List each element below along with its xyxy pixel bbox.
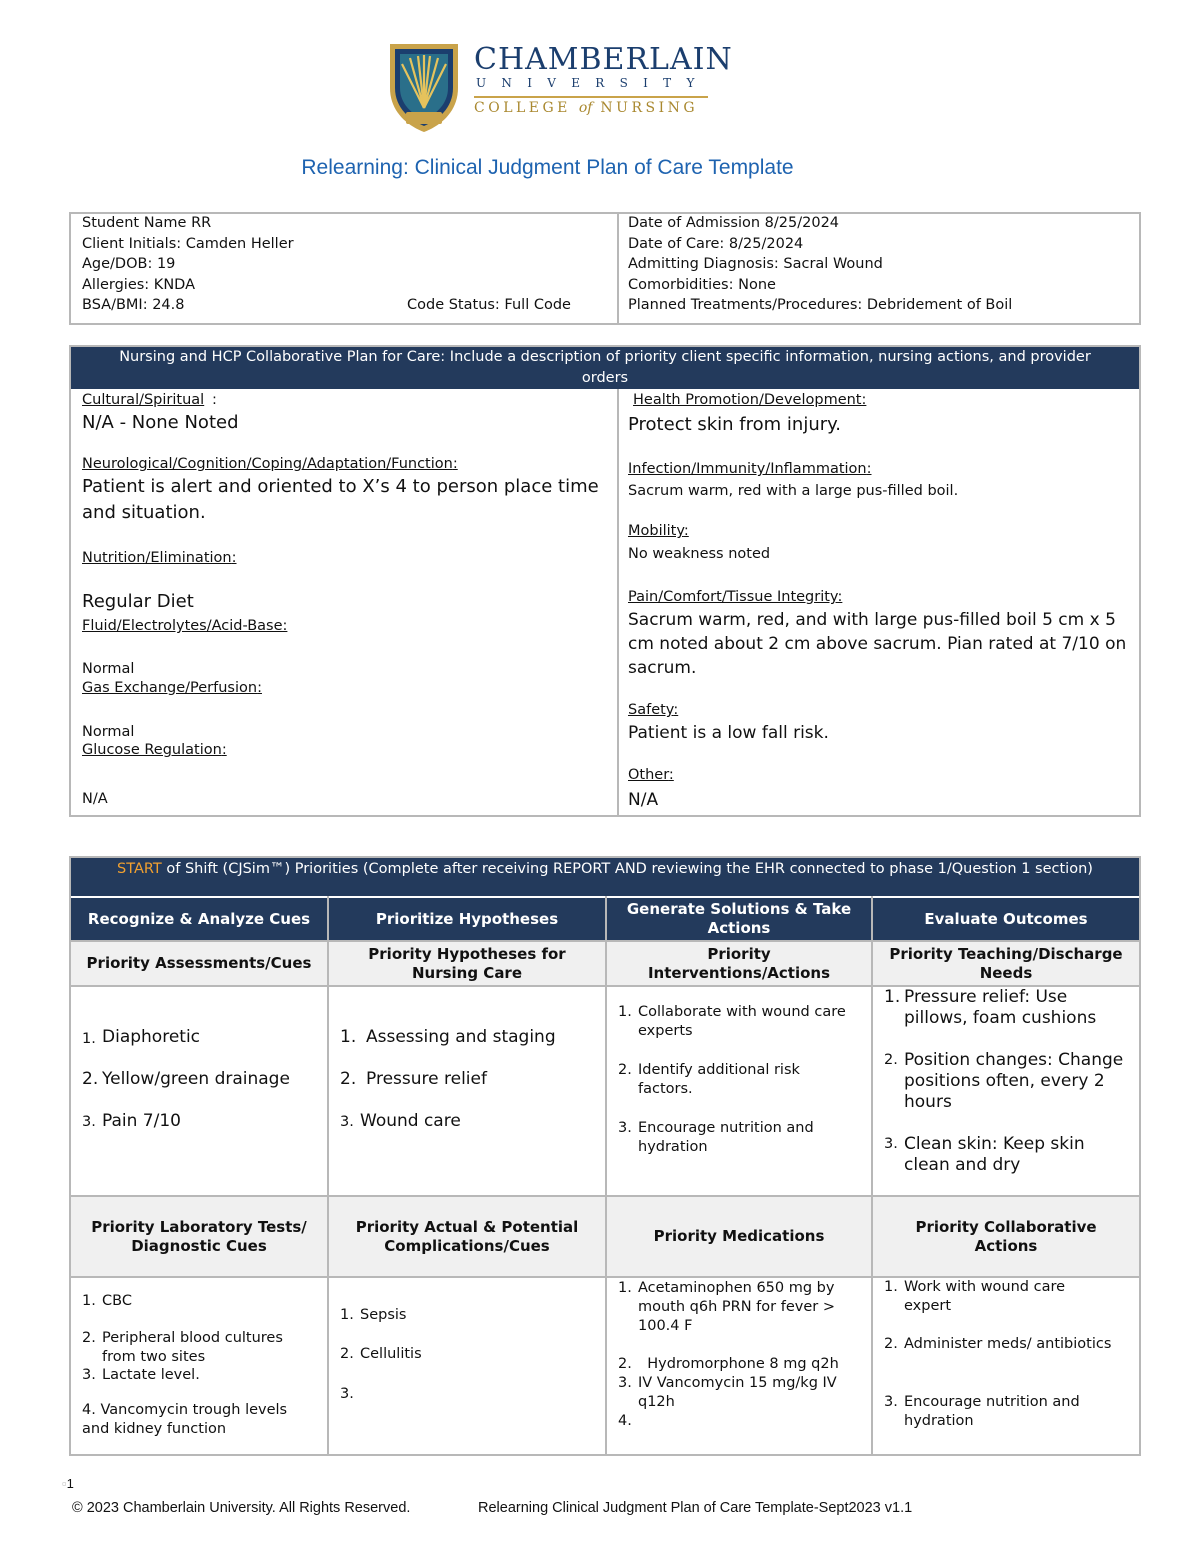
list-item: 3. IV Vancomycin 15 mg/kg IV q12h bbox=[618, 1375, 837, 1410]
gas-label: Gas Exchange/Perfusion: bbox=[82, 680, 262, 696]
chamberlain-logo bbox=[388, 42, 733, 134]
list-item: 1. Assessing and staging bbox=[340, 1027, 556, 1047]
col-recognize: Recognize & Analyze Cues bbox=[71, 898, 327, 940]
logo-wordmark: CHAMBERLAIN bbox=[474, 42, 733, 77]
comorbidities: Comorbidities: None bbox=[628, 276, 776, 293]
list-item: 3. Encourage nutrition and hydration bbox=[618, 1120, 814, 1155]
pain-label: Pain/Comfort/Tissue Integrity: bbox=[628, 589, 843, 605]
page-number: ▫1 bbox=[62, 1476, 74, 1491]
footer-doc-id: Relearning Clinical Judgment Plan of Care Template-Sept2023 v1.1 bbox=[478, 1500, 913, 1516]
sub-assessments: Priority Assessments/Cues bbox=[71, 942, 327, 985]
cultural-label: Cultural/Spiritual bbox=[82, 392, 205, 408]
list-item: 3. Clean skin: Keep skin clean and dry bbox=[884, 1134, 1085, 1175]
admitting-diagnosis: Admitting Diagnosis: Sacral Wound bbox=[628, 256, 883, 272]
patient-info-right bbox=[628, 213, 1133, 316]
sub-hypotheses: Priority Hypotheses for Nursing Care bbox=[329, 942, 605, 985]
plan-header: Nursing and HCP Collaborative Plan for Care: Include a description of priority client specific information, nursing actions, and provider orders bbox=[71, 347, 1139, 389]
code-status: Code Status: Full Code bbox=[407, 297, 571, 313]
sub-interventions: Priority Interventions/Actions bbox=[607, 942, 871, 985]
footer-copyright: © 2023 Chamberlain University. All Rights Reserved. bbox=[72, 1500, 411, 1516]
col-prioritize: Prioritize Hypotheses bbox=[329, 898, 605, 940]
list-item: 3. Lactate level. bbox=[82, 1367, 200, 1383]
infection-label: Infection/Immunity/Inflammation: bbox=[628, 461, 872, 477]
other-value: N/A bbox=[628, 790, 659, 810]
patient-info-left bbox=[82, 213, 612, 316]
cultural-value: N/A - None Noted bbox=[82, 412, 239, 433]
mobility-label: Mobility: bbox=[628, 523, 689, 539]
allergies: Allergies: KNDA bbox=[82, 276, 195, 293]
list-item: 2. Identify additional risk factors. bbox=[618, 1062, 800, 1097]
shield-crest-icon bbox=[388, 42, 460, 134]
planned-treatments: Planned Treatments/Procedures: Debridement of Boil bbox=[628, 297, 1013, 313]
logo-university: UNIVERSITY bbox=[476, 76, 710, 90]
list-item: 1. Work with wound care expert bbox=[884, 1279, 1066, 1314]
fluid-label: Fluid/Electrolytes/Acid-Base: bbox=[82, 618, 288, 634]
safety-value: Patient is a low fall risk. bbox=[628, 723, 829, 743]
logo-rule bbox=[474, 96, 708, 98]
logo-college: COLLEGE of NURSING bbox=[474, 100, 699, 116]
list-item: 3. Encourage nutrition and hydration bbox=[884, 1394, 1080, 1429]
other-label: Other: bbox=[628, 767, 674, 783]
health-label: Health Promotion/Development: bbox=[633, 392, 867, 408]
sub-labs: Priority Laboratory Tests/ Diagnostic Cues bbox=[71, 1197, 327, 1276]
client-initials: Client Initials: Camden Heller bbox=[82, 235, 294, 252]
nutrition-label: Nutrition/Elimination: bbox=[82, 550, 237, 566]
glucose-value: N/A bbox=[82, 791, 108, 807]
pain-value: Sacrum warm, red, and with large pus-filled boil 5 cm x 5 cm noted about 2 cm above sacrum. Pian rated at 7/10 on sacrum. bbox=[628, 610, 1127, 678]
document-title: Relearning: Clinical Judgment Plan of Care Template bbox=[301, 156, 794, 179]
list-item: 4. bbox=[618, 1413, 632, 1429]
list-item: 1. Sepsis bbox=[340, 1307, 407, 1323]
sub-complications: Priority Actual & Potential Complications/Cues bbox=[329, 1197, 605, 1276]
list-item: 4. Vancomycin trough levels and kidney function bbox=[82, 1402, 288, 1437]
sub-collaborative: Priority Collaborative Actions bbox=[873, 1197, 1139, 1276]
glucose-label: Glucose Regulation: bbox=[82, 742, 227, 758]
student-name: Student Name RR bbox=[82, 215, 212, 231]
mobility-value: No weakness noted bbox=[628, 546, 771, 562]
date-of-admission: Date of Admission 8/25/2024 bbox=[628, 215, 840, 231]
list-item: 2. Peripheral blood cultures from two sites bbox=[82, 1330, 283, 1365]
list-item: 2. Administer meds/ antibiotics bbox=[884, 1336, 1112, 1352]
health-value: Protect skin from injury. bbox=[628, 414, 841, 435]
infection-value: Sacrum warm, red with a large pus-filled boil. bbox=[628, 483, 959, 499]
sub-medications: Priority Medications bbox=[607, 1197, 871, 1276]
priorities-header: START of Shift (CJSim™) Priorities (Complete after receiving REPORT AND reviewing the EHR connected to phase 1/Question 1 section) bbox=[71, 858, 1139, 896]
list-item: 1. CBC bbox=[82, 1293, 132, 1309]
col-evaluate: Evaluate Outcomes bbox=[873, 898, 1139, 940]
list-item: 1. Collaborate with wound care experts bbox=[618, 1004, 846, 1039]
list-item: 1. Acetaminophen 650 mg by mouth q6h PRN for fever > 100.4 F bbox=[618, 1280, 835, 1334]
list-item: 3. bbox=[340, 1386, 354, 1402]
col-generate: Generate Solutions & Take Actions bbox=[607, 898, 871, 940]
fluid-value: Normal bbox=[82, 661, 135, 677]
sub-teaching: Priority Teaching/Discharge Needs bbox=[873, 942, 1139, 985]
safety-label: Safety: bbox=[628, 702, 679, 718]
list-item: 3. Wound care bbox=[340, 1111, 461, 1131]
list-item: 3. Pain 7/10 bbox=[82, 1111, 181, 1131]
date-of-care: Date of Care: 8/25/2024 bbox=[628, 235, 804, 252]
list-item: 2. Position changes: Change positions often, every 2 hours bbox=[884, 1050, 1124, 1112]
list-item: 2. Pressure relief bbox=[340, 1069, 487, 1089]
neuro-label: Neurological/Cognition/Coping/Adaptation/Function: bbox=[82, 456, 458, 472]
list-item: 1. Diaphoretic bbox=[82, 1027, 201, 1047]
bsa-bmi: BSA/BMI: 24.8 bbox=[82, 297, 185, 313]
list-item: 1. Pressure relief: Use pillows, foam cushions bbox=[884, 987, 1097, 1028]
gas-value: Normal bbox=[82, 724, 135, 740]
nutrition-value: Regular Diet bbox=[82, 591, 194, 612]
neuro-value: Patient is alert and oriented to X’s 4 to person place time and situation. bbox=[82, 476, 599, 523]
list-item: 2. Hydromorphone 8 mg q2h bbox=[618, 1356, 839, 1372]
list-item: 2. Yellow/green drainage bbox=[82, 1069, 290, 1089]
list-item: 2. Cellulitis bbox=[340, 1346, 422, 1362]
age-dob: Age/DOB: 19 bbox=[82, 256, 176, 272]
